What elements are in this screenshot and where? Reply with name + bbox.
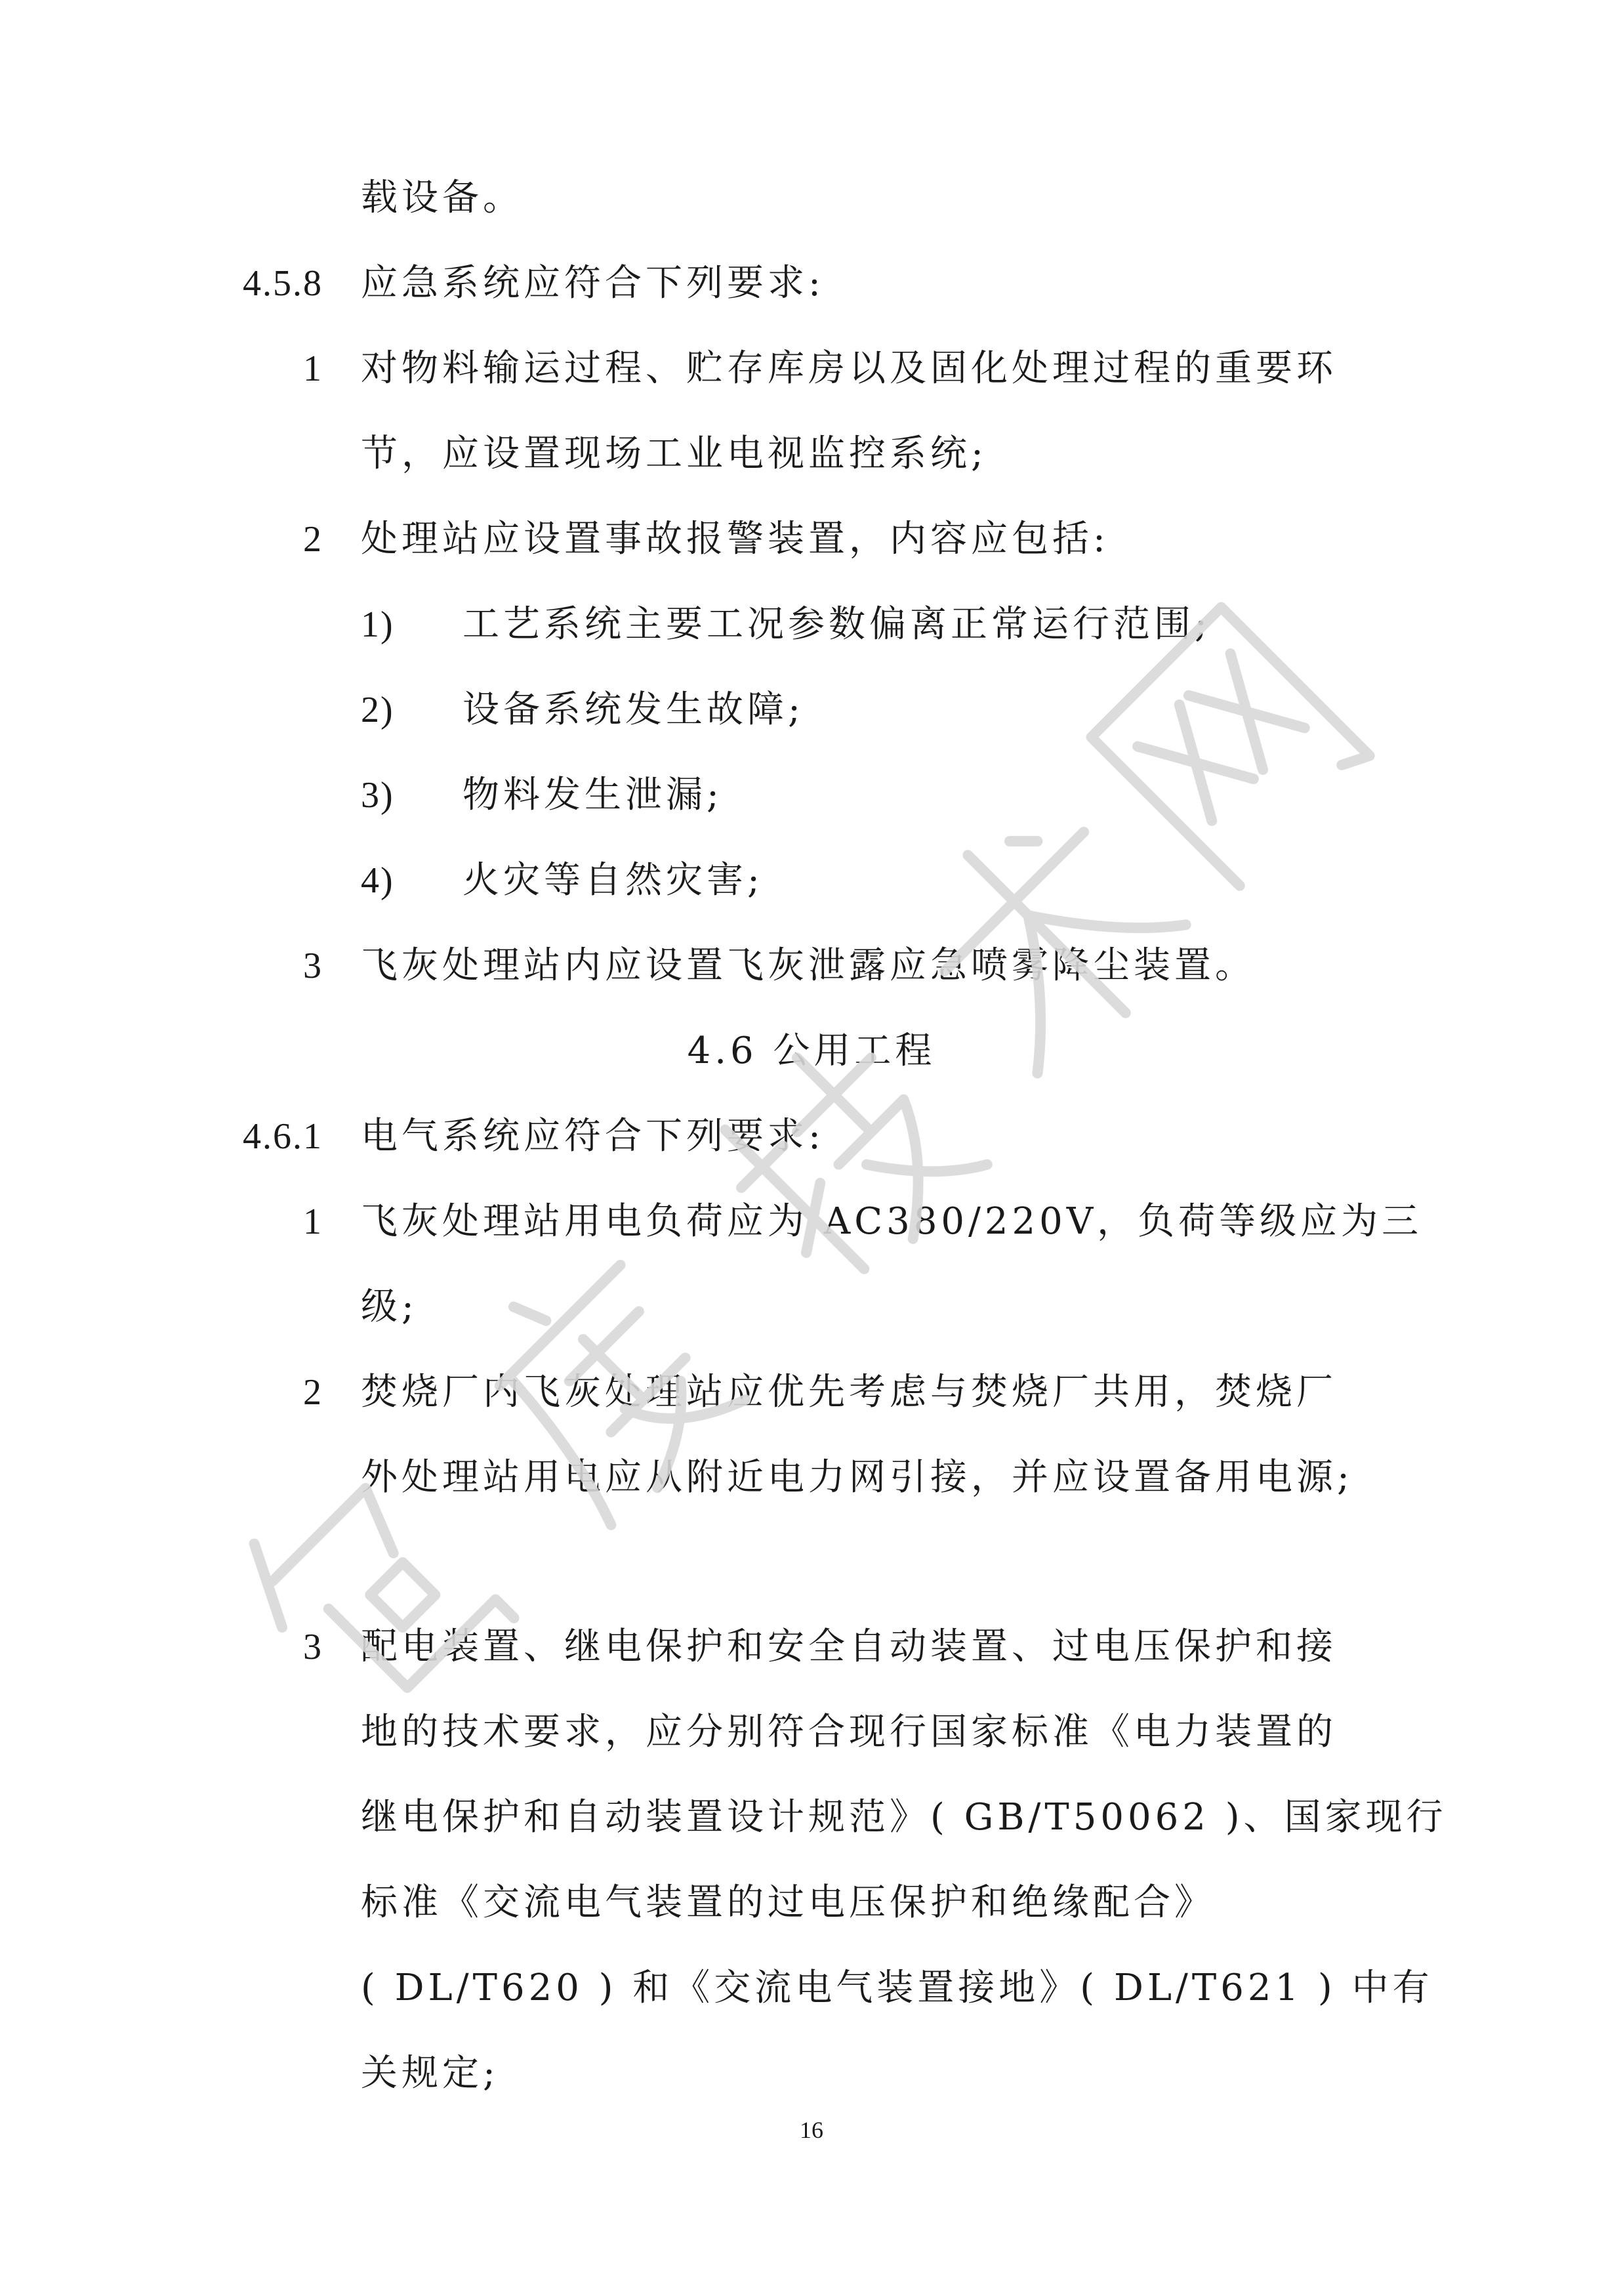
item-text-continued: 关规定; xyxy=(361,2052,499,2095)
subitem-text: 火灾等自然灾害; xyxy=(462,859,764,902)
item-number: 2 xyxy=(303,519,323,560)
item-number: 2 xyxy=(303,1372,323,1413)
clause-text: 应急系统应符合下列要求: xyxy=(361,262,825,304)
item-text-continued: ( DL/T620 ) 和《交流电气装置接地》( DL/T621 ) 中有 xyxy=(361,1967,1433,2009)
item-text: 配电装置、继电保护和安全自动装置、过电压保护和接 xyxy=(361,1625,1337,1668)
clause-text: 电气系统应符合下列要求: xyxy=(361,1115,825,1158)
item-text: 飞灰处理站内应设置飞灰泄露应急喷雾降尘装置。 xyxy=(361,944,1256,987)
item-text: 处理站应设置事故报警装置，内容应包括: xyxy=(361,518,1109,560)
subitem-number: 2) xyxy=(361,690,394,730)
item-number: 3 xyxy=(303,946,323,986)
item-number: 1 xyxy=(303,348,323,389)
item-text: 对物料输运过程、贮存库房以及固化处理过程的重要环 xyxy=(361,347,1337,390)
subitem-number: 1) xyxy=(361,604,394,645)
subitem-text: 物料发生泄漏; xyxy=(462,774,723,816)
clause-number: 4.6.1 xyxy=(243,1116,323,1157)
text-line: 载设备。 xyxy=(361,177,524,219)
section-heading: 4.6 公用工程 xyxy=(687,1030,936,1072)
clause-number: 4.5.8 xyxy=(243,263,323,304)
item-text-continued: 级; xyxy=(361,1285,418,1328)
subitem-number: 3) xyxy=(361,775,394,816)
item-text-continued: 节，应设置现场工业电视监控系统; xyxy=(361,432,987,475)
item-number: 3 xyxy=(303,1627,323,1667)
item-text-continued: 外处理站用电应从附近电力网引接，并应设置备用电源; xyxy=(361,1456,1353,1499)
item-text-continued: 标准《交流电气装置的过电压保护和绝缘配合》 xyxy=(361,1881,1215,1924)
item-text-continued: 继电保护和自动装置设计规范》( GB/T50062 )、国家现行 xyxy=(361,1796,1447,1839)
item-text: 焚烧厂内飞灰处理站应优先考虑与焚烧厂共用，焚烧厂 xyxy=(361,1371,1337,1413)
subitem-text: 设备系统发生故障; xyxy=(462,688,804,731)
item-text-continued: 地的技术要求，应分别符合现行国家标准《电力装置的 xyxy=(361,1711,1337,1753)
item-text: 飞灰处理站用电负荷应为 AC380/220V，负荷等级应为三 xyxy=(361,1200,1423,1243)
subitem-text: 工艺系统主要工况参数偏离正常运行范围; xyxy=(462,603,1211,646)
page-number: 16 xyxy=(800,2117,823,2143)
item-number: 1 xyxy=(303,1201,323,1242)
subitem-number: 4) xyxy=(361,860,394,901)
